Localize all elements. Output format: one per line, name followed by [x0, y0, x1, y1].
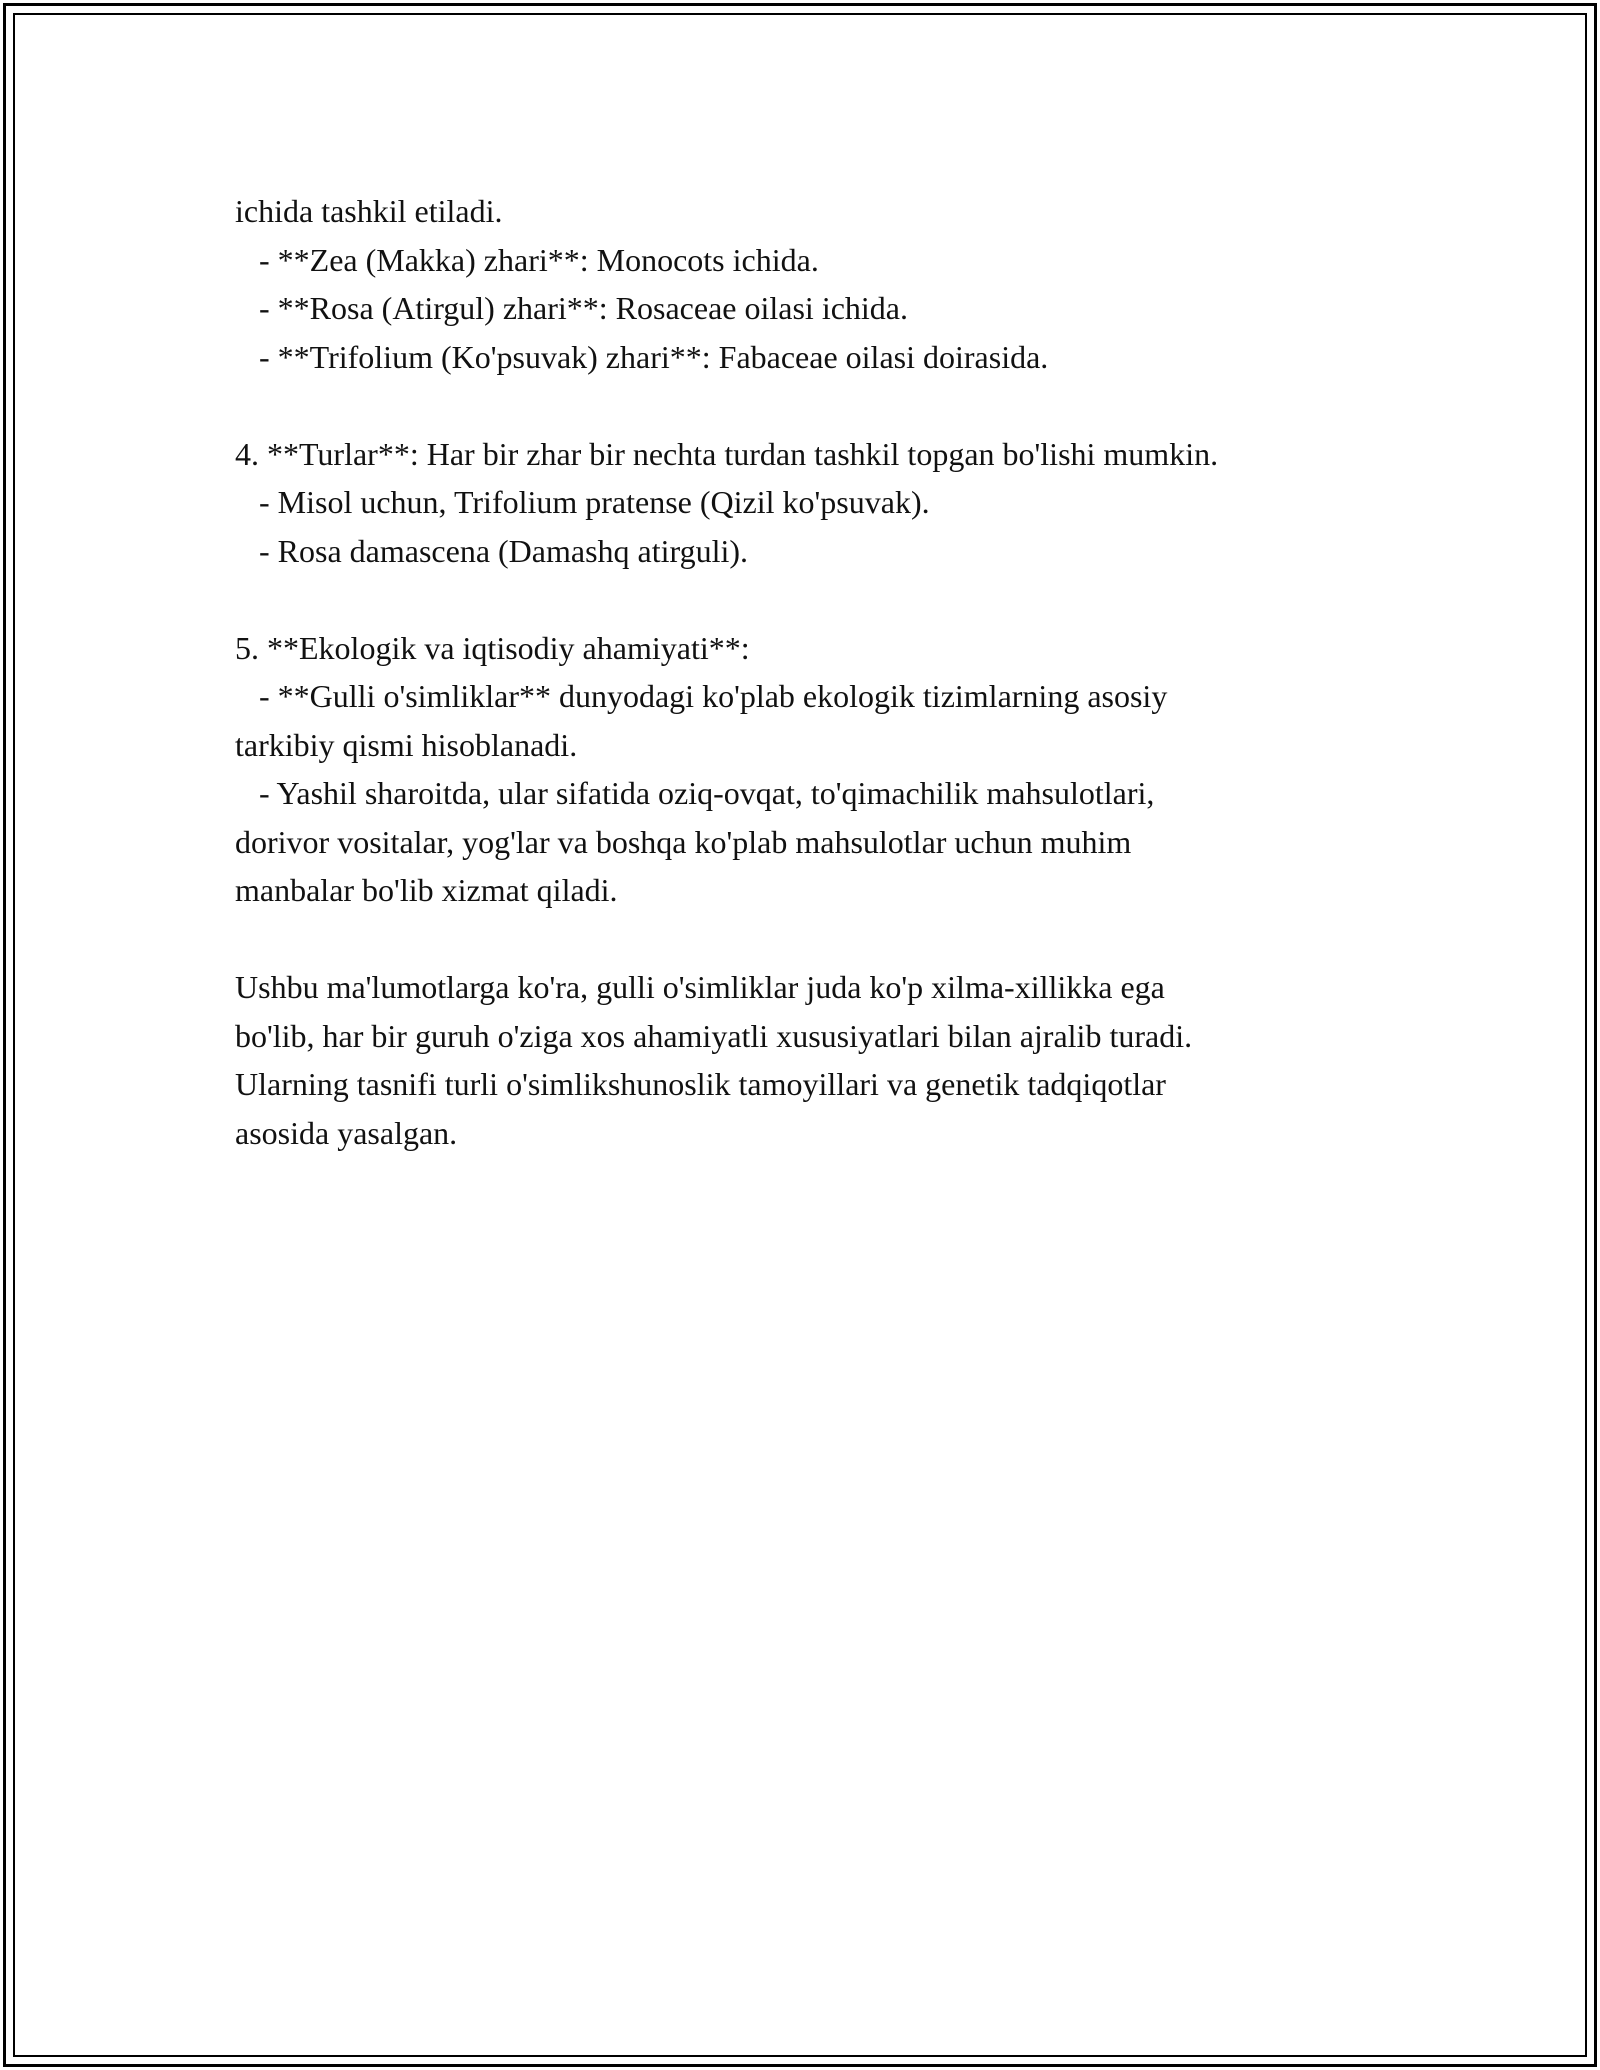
text-line: - **Zea (Makka) zhari**: Monocots ichida.: [235, 241, 819, 278]
text-line: - **Gulli o'simliklar** dunyodagi ko'plab ekologik tizimlarning asosiy: [235, 678, 1168, 714]
text-line: bo'lib, har bir guruh o'ziga xos ahamiyatli xususiyatlari bilan ajralib turadi.: [235, 1017, 1193, 1054]
text-line: - Misol uchun, Trifolium pratense (Qizil ko'psuvak).: [235, 484, 930, 520]
text-line: - Yashil sharoitda, ular sifatida oziq-ovqat, to'qimachilik mahsulotlari,: [235, 775, 1155, 811]
text-line: Ularning tasnifi turli o'simlikshunoslik tamoyillari va genetik tadqiqotlar: [235, 1066, 1166, 1102]
text-line: tarkibiy qismi hisoblanadi.: [235, 726, 578, 763]
text-line: Ushbu ma'lumotlarga ko'ra, gulli o'simliklar juda ko'p xilma-xillikka ega: [235, 969, 1165, 1005]
text-line: - Rosa damascena (Damashq atirguli).: [235, 532, 749, 569]
document-body: [235, 187, 1385, 1157]
text-line: ichida tashkil etiladi.: [235, 193, 503, 229]
blank-line: [235, 381, 1385, 430]
text-line: 5. **Ekologik va iqtisodiy ahamiyati**:: [235, 629, 750, 666]
text-line: 4. **Turlar**: Har bir zhar bir nechta turdan tashkil topgan bo'lishi mumkin.: [235, 435, 1219, 472]
blank-line: [235, 915, 1385, 964]
text-line: - **Trifolium (Ko'psuvak) zhari**: Fabaceae oilasi doirasida.: [235, 338, 1049, 375]
text-line: manbalar bo'lib xizmat qiladi.: [235, 872, 618, 908]
text-line: dorivor vositalar, yog'lar va boshqa ko'plab mahsulotlar uchun muhim: [235, 823, 1132, 860]
text-line: asosida yasalgan.: [235, 1114, 458, 1151]
blank-line: [235, 575, 1385, 624]
text-line: - **Rosa (Atirgul) zhari**: Rosaceae oilasi ichida.: [235, 290, 908, 326]
